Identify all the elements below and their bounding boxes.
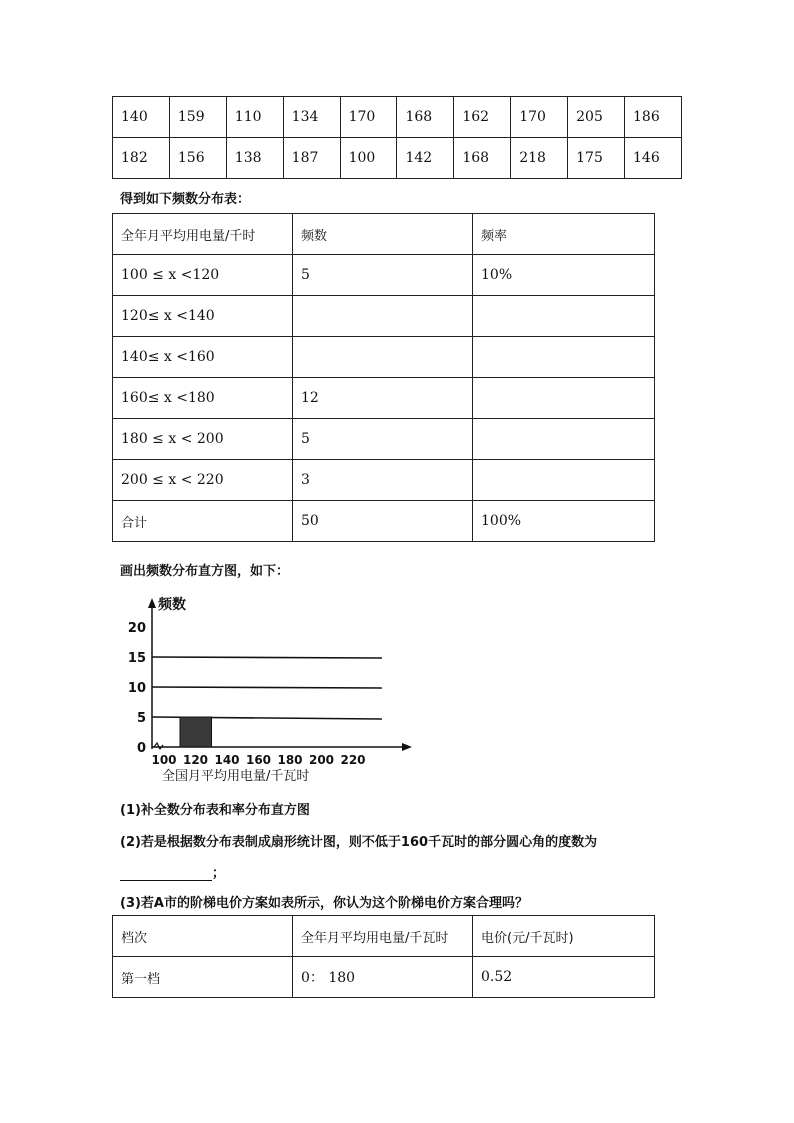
table-cell: 159 [169, 97, 226, 138]
table-cell: 168 [397, 97, 454, 138]
table-cell [473, 296, 655, 337]
table-cell: 160≤ x <180 [113, 378, 293, 419]
x-tick-label: 140 [214, 753, 240, 767]
histogram-bar [180, 717, 212, 747]
y-tick-label: 0 [136, 741, 146, 756]
frequency-table [112, 213, 655, 542]
table-cell [473, 337, 655, 378]
y-axis-arrow-icon [148, 598, 156, 608]
table-cell: 140 [113, 97, 170, 138]
x-axis-arrow-icon [402, 743, 412, 751]
answer-blank[interactable] [120, 868, 212, 881]
table-cell: 134 [283, 97, 340, 138]
frequency-histogram [118, 592, 418, 782]
table-cell: 110 [226, 97, 283, 138]
table-cell: 100 [340, 138, 397, 179]
table-cell: 170 [340, 97, 397, 138]
table-cell [473, 419, 655, 460]
table-cell: 0： 180 [293, 957, 473, 998]
table-cell: 138 [226, 138, 283, 179]
table-cell [293, 337, 473, 378]
table-cell: 100% [473, 501, 655, 542]
intro-text-frequency-table: 得到如下频数分布表： [120, 192, 251, 207]
header-cell: 全年月平均用电量/千瓦时 [293, 916, 473, 957]
table-cell: 50 [293, 501, 473, 542]
gridline [152, 657, 382, 658]
x-tick-label: 120 [182, 753, 209, 767]
table-cell: 第一档 [113, 957, 293, 998]
header-cell: 频数 [293, 214, 473, 255]
raw-data-table [112, 96, 682, 179]
table-row [113, 97, 682, 138]
table-cell: 156 [169, 138, 226, 179]
table-row [113, 255, 655, 296]
table-row [113, 378, 655, 419]
table-cell: 162 [454, 97, 511, 138]
x-tick-label: 220 [340, 753, 366, 767]
answer-blank-end: ； [212, 866, 226, 881]
header-cell: 电价(元/千瓦时) [473, 916, 655, 957]
table-row [113, 419, 655, 460]
table-header-row [113, 916, 655, 957]
y-tick-label: 5 [136, 711, 146, 726]
table-cell: 187 [283, 138, 340, 179]
table-row [113, 296, 655, 337]
table-row [113, 138, 682, 179]
table-cell: 140≤ x <160 [113, 337, 293, 378]
y-axis-label: 频数 [158, 597, 186, 613]
table-cell: 182 [113, 138, 170, 179]
question-3: (3)若A市的阶梯电价方案如表所示，你认为这个阶梯电价方案合理吗？ [120, 896, 528, 911]
table-cell [473, 378, 655, 419]
x-tick-label: 180 [277, 753, 303, 767]
table-cell: 10% [473, 255, 655, 296]
table-cell: 175 [568, 138, 625, 179]
table-cell: 5 [293, 419, 473, 460]
x-tick-label: 200 [308, 753, 335, 767]
table-cell: 142 [397, 138, 454, 179]
y-tick-label: 20 [127, 621, 146, 636]
table-cell: 120≤ x <140 [113, 296, 293, 337]
table-cell: 3 [293, 460, 473, 501]
question-2: (2)若是根据数分布表制成扇形统计图，则不低于160千瓦时的部分圆心角的度数为 [120, 835, 598, 850]
table-cell: 218 [511, 138, 568, 179]
table-cell: 5 [293, 255, 473, 296]
question-1: (1)补全数分布表和率分布直方图 [120, 803, 310, 818]
axis-break-icon [154, 743, 163, 749]
header-cell: 频率 [473, 214, 655, 255]
table-cell: 205 [568, 97, 625, 138]
price-table [112, 915, 655, 998]
table-cell [473, 460, 655, 501]
header-cell: 全年月平均用电量/千时 [113, 214, 293, 255]
question-2-answer-line [120, 862, 225, 881]
table-cell [293, 296, 473, 337]
gridline [152, 687, 382, 688]
table-cell: 0.52 [473, 957, 655, 998]
table-cell: 146 [625, 138, 682, 179]
table-cell: 100 ≤ x <120 [113, 255, 293, 296]
table-cell: 200 ≤ x < 220 [113, 460, 293, 501]
table-row-total [113, 501, 655, 542]
y-tick-label: 10 [127, 681, 146, 696]
table-cell: 168 [454, 138, 511, 179]
header-cell: 档次 [113, 916, 293, 957]
table-row [113, 337, 655, 378]
table-header-row [113, 214, 655, 255]
table-row [113, 957, 655, 998]
x-axis-label: 全国月平均用电量/千瓦时 [162, 769, 310, 782]
x-tick-label: 160 [245, 753, 272, 767]
table-cell: 合计 [113, 501, 293, 542]
table-row [113, 460, 655, 501]
table-cell: 186 [625, 97, 682, 138]
x-tick-label: 100 [151, 753, 177, 767]
table-cell: 170 [511, 97, 568, 138]
table-cell: 12 [293, 378, 473, 419]
y-tick-label: 15 [127, 651, 146, 666]
table-cell: 180 ≤ x < 200 [113, 419, 293, 460]
intro-text-histogram: 画出频数分布直方图，如下： [120, 564, 290, 579]
